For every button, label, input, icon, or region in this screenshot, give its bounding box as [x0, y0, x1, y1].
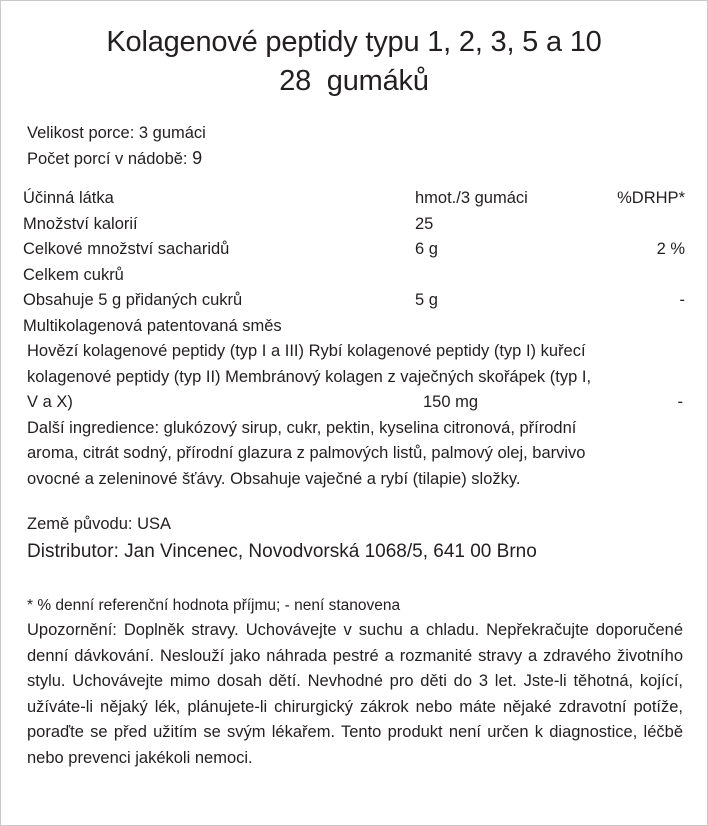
ingredients-line-3: ovocné a zeleninové šťávy. Obsahuje vaječné a rybí (tilapie) složky. [27, 469, 521, 488]
other-ingredients [23, 416, 685, 493]
nutrient-daily-value: - [679, 291, 685, 309]
serving-info [23, 121, 685, 172]
origin-and-distributor [23, 512, 685, 566]
nutrient-amount [415, 263, 585, 289]
nutrient-daily-value [585, 314, 687, 340]
collagen-blend-detail [23, 339, 685, 416]
blend-line-3 [27, 390, 685, 416]
nutrient-amount: 25 [415, 214, 434, 233]
nutrition-facts-table [23, 186, 687, 339]
nutrient-name: Celkové množství sacharidů [23, 240, 230, 258]
table-row [23, 314, 687, 340]
nutrient-daily-value: 2 % [656, 240, 685, 258]
country-of-origin-value: USA [137, 515, 171, 533]
header-amount: hmot./3 gumáci [415, 189, 528, 207]
table-row [23, 237, 687, 263]
table-header-row [23, 186, 687, 212]
header-daily-value: %DRHP* [617, 189, 685, 207]
serving-size-row [27, 121, 685, 146]
product-title-line-2: 28 gumáků [279, 65, 429, 97]
nutrient-daily-value [585, 263, 687, 289]
blend-line-3-text: V a X) [27, 393, 73, 411]
blend-daily-value: - [677, 393, 683, 411]
nutrient-daily-value [585, 212, 687, 238]
nutrient-amount [415, 314, 585, 340]
blend-line-1: Hovězí kolagenové peptidy (typ I a III) Rybí kolagenové peptidy (typ I) kuřecí [27, 342, 586, 360]
blend-amount: 150 mg [423, 393, 479, 411]
ingredients-line-2: aroma, citrát sodný, přírodní glazura z palmových listů, palmový olej, barvivo [27, 444, 586, 462]
nutrient-name: Množství kalorií [23, 214, 138, 233]
label-content [1, 1, 707, 825]
nutrient-name: Obsahuje 5 g přidaných cukrů [23, 291, 243, 309]
servings-per-container-value: 9 [192, 148, 203, 168]
product-title [23, 1, 685, 101]
warning-text: Upozornění: Doplněk stravy. Uchovávejte v suchu a chladu. Nepřekračujte doporučené denní dávkování. Neslouží jako náhrada pestré a rozmanité stravy a zdravého životního stylu. Uchovávejte mimo dosah dětí. Nevhodné pro děti do 3 let. Jste-li těhotná, kojící, užíváte-li nějaký lék, plánujete-li chirurgický zákrok nebo máte nějaké zdravotní potíže, poraďte se před užitím se svým lékařem. Tento produkt není určen k diagnostice, léčbě nebo prevenci jakékoli nemoci. [27, 621, 683, 767]
footnote-and-warning [23, 594, 685, 771]
table-row [23, 263, 687, 289]
nutrient-name: Multikolagenová patentovaná směs [23, 316, 282, 335]
serving-size-value: 3 gumáci [138, 124, 206, 142]
nutrient-name: Celkem cukrů [23, 265, 124, 284]
nutrient-amount: 5 g [415, 291, 438, 309]
nutrient-amount: 6 g [415, 240, 438, 258]
table-row [23, 212, 687, 238]
country-of-origin-label: Země původu: [27, 515, 138, 533]
serving-size-label: Velikost porce: [27, 124, 139, 142]
ingredients-line-1: Další ingredience: glukózový sirup, cukr, pektin, kyselina citronová, přírodní [27, 418, 577, 437]
servings-per-container-label: Počet porcí v nádobě: [27, 150, 193, 168]
distributor-line: Distributor: Jan Vincenec, Novodvorská 1068/5, 641 00 Brno [27, 541, 537, 562]
product-title-line-1: Kolagenové peptidy typu 1, 2, 3, 5 a 10 [106, 26, 602, 58]
table-row [23, 288, 687, 314]
daily-value-footnote: * % denní referenční hodnota příjmu; - není stanovena [27, 597, 401, 614]
header-nutrient: Účinná látka [23, 189, 114, 207]
blend-line-2: kolagenové peptidy (typ II) Membránový kolagen z vaječných skořápek (typ I, [27, 367, 592, 386]
country-of-origin-row [27, 512, 685, 537]
servings-per-container-row [27, 146, 685, 172]
